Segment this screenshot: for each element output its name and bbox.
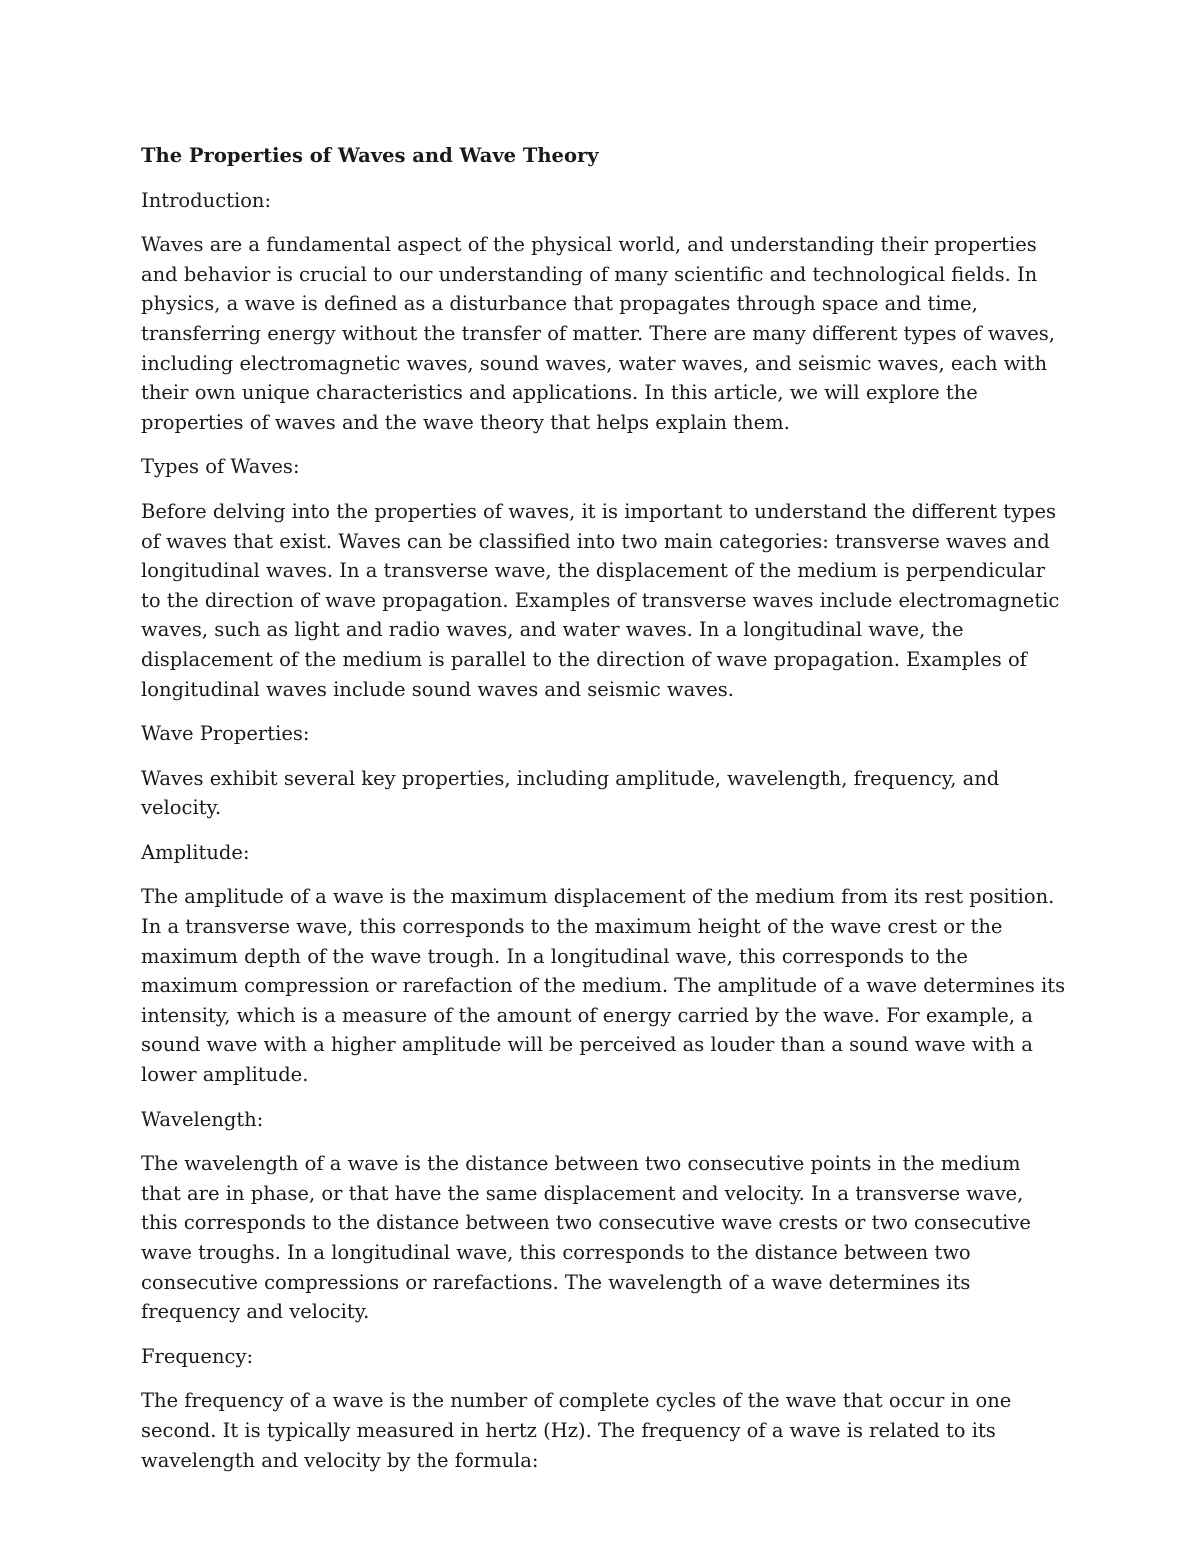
document-title: The Properties of Waves and Wave Theory [141, 144, 599, 167]
section-heading-frequency: Frequency: [141, 1344, 254, 1368]
section-heading-amplitude: Amplitude: [141, 840, 250, 864]
section-body-wave-properties: Waves exhibit several key properties, including amplitude, wavelength, frequency, and velocity. [141, 766, 1000, 820]
section-body-frequency: The frequency of a wave is the number of complete cycles of the wave that occur in one second. It is typically measured in hertz (Hz). The frequency of a wave is related to its wavelength and velocity by the formula: [141, 1389, 1012, 1472]
section-heading-types-of-waves: Types of Waves: [141, 455, 300, 479]
section-heading-wave-properties: Wave Properties: [141, 722, 310, 746]
section-heading-introduction: Introduction: [141, 188, 272, 212]
section-body-types-of-waves: Before delving into the properties of waves, it is important to understand the different types of waves that exist. Waves can be classified into two main categories: transverse waves and longitudinal waves. In a transverse wave, the displacement of the medium is perpendicular to the direction of wave propagation. Examples of transverse waves include electromagnetic waves, such as light and radio waves, and water waves. In a longitudinal wave, the displacement of the medium is parallel to the direction of wave propagation. Examples of longitudinal waves include sound waves and seismic waves. [141, 499, 1060, 701]
document-page [141, 141, 1066, 1490]
section-body-wavelength: The wavelength of a wave is the distance between two consecutive points in the medium that are in phase, or that have the same displacement and velocity. In a transverse wave, this corresponds to the distance between two consecutive wave crests or two consecutive wave troughs. In a longitudinal wave, this corresponds to the distance between two consecutive compressions or rarefactions. The wavelength of a wave determines its frequency and velocity. [141, 1152, 1031, 1324]
section-heading-wavelength: Wavelength: [141, 1107, 264, 1131]
section-body-amplitude: The amplitude of a wave is the maximum displacement of the medium from its rest position. In a transverse wave, this corresponds to the maximum height of the wave crest or the maximum depth of the wave trough. In a longitudinal wave, this corresponds to the maximum compression or rarefaction of the medium. The amplitude of a wave determines its intensity, which is a measure of the amount of energy carried by the wave. For example, a sound wave with a higher amplitude will be perceived as louder than a sound wave with a lower amplitude. [141, 885, 1066, 1087]
section-body-introduction: Waves are a fundamental aspect of the physical world, and understanding their properties and behavior is crucial to our understanding of many scientific and technological fields. In physics, a wave is defined as a disturbance that propagates through space and time, transferring energy without the transfer of matter. There are many different types of waves, including electromagnetic waves, sound waves, water waves, and seismic waves, each with their own unique characteristics and applications. In this article, we will explore the properties of waves and the wave theory that helps explain them. [141, 233, 1055, 434]
